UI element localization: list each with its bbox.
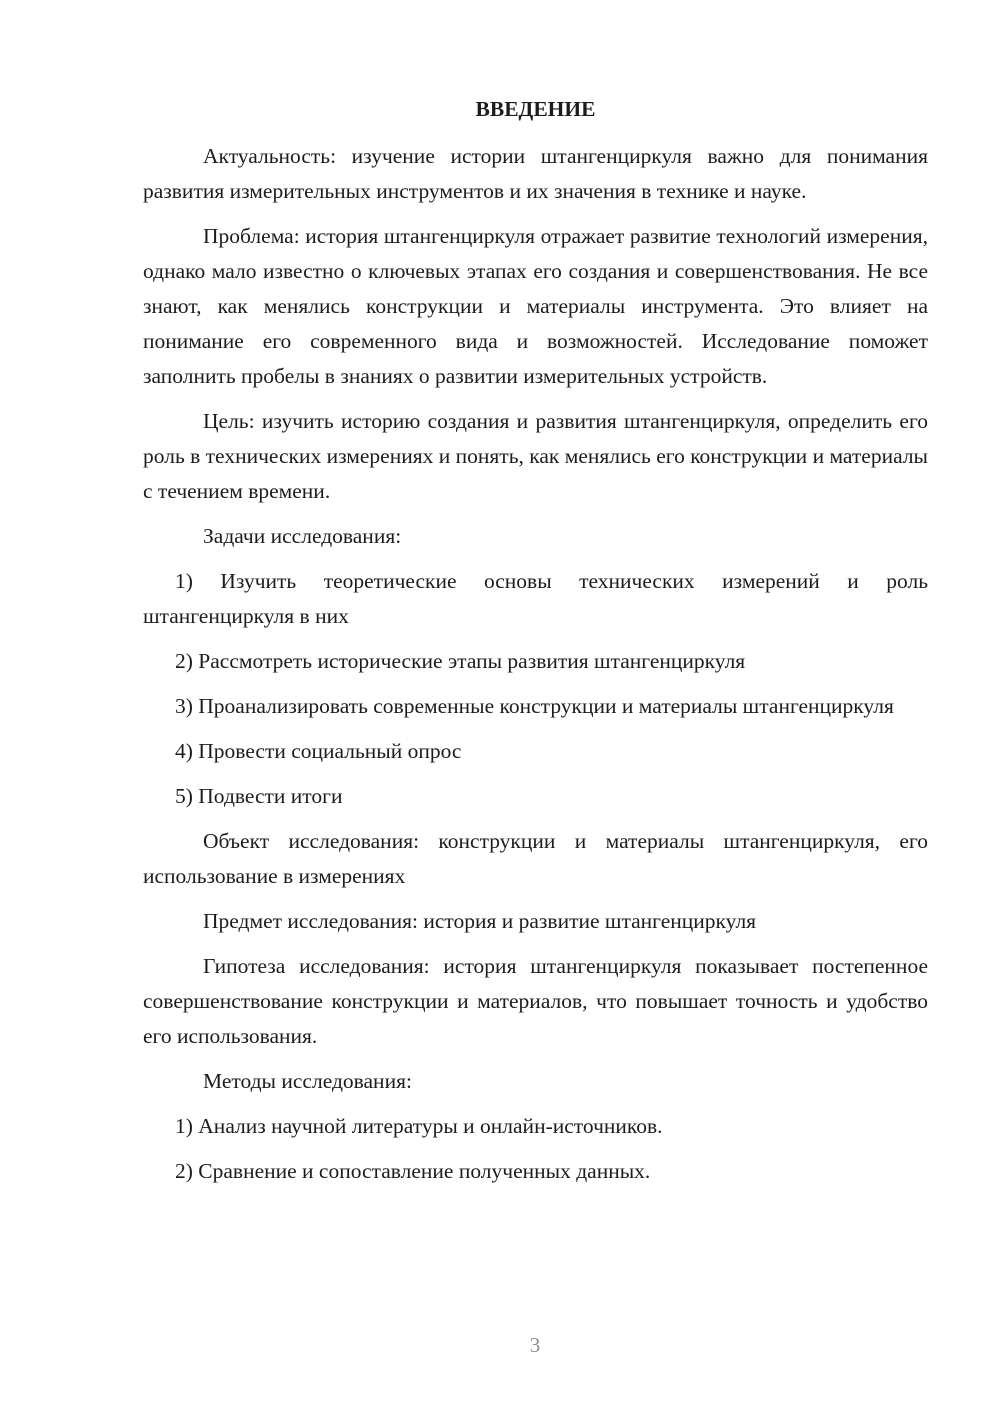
page-number: 3 [529,1333,541,1357]
method-item: 1) Анализ научной литературы и онлайн-источников. [175,1114,663,1138]
method-item: 2) Сравнение и сопоставление полученных данных. [175,1159,651,1183]
object-paragraph: Объект исследования: конструкции и материалы штангенциркуля, его использование в измерениях [143,829,928,888]
task-item: 1) Изучить теоретические основы технических измерений и роль штангенциркуля в них [143,569,928,628]
hypothesis-paragraph: Гипотеза исследования: история штангенциркуля показывает постепенное совершенствование конструкции и материалов, что повышает точность и удобство его использования. [143,954,928,1048]
task-item: 5) Подвести итоги [175,784,343,808]
task-item: 3) Проанализировать современные конструкции и материалы штангенциркуля [175,694,894,718]
tasks-heading: Задачи исследования: [203,524,402,548]
document-page [143,92,928,1199]
goal-paragraph: Цель: изучить историю создания и развития штангенциркуля, определить его роль в технических измерениях и понять, как менялись его конструкции и материалы с течением времени. [143,409,928,503]
subject-paragraph: Предмет исследования: история и развитие штангенциркуля [203,909,757,933]
section-title: ВВЕДЕНИЕ [475,97,596,121]
methods-heading: Методы исследования: [203,1069,412,1093]
task-item: 2) Рассмотреть исторические этапы развития штангенциркуля [175,649,746,673]
task-item: 4) Провести социальный опрос [175,739,462,763]
problem-paragraph: Проблема: история штангенциркуля отражает развитие технологий измерения, однако мало известно о ключевых этапах его создания и совершенствования. Не все знают, как менялись конструкции и материалы инструмента. Это влияет на понимание его современного вида и возможностей. Исследование поможет заполнить пробелы в знаниях о развитии измерительных устройств. [143,224,928,388]
relevance-paragraph: Актуальность: изучение истории штангенциркуля важно для понимания развития измерительных инструментов и их значения в технике и науке. [143,144,928,203]
